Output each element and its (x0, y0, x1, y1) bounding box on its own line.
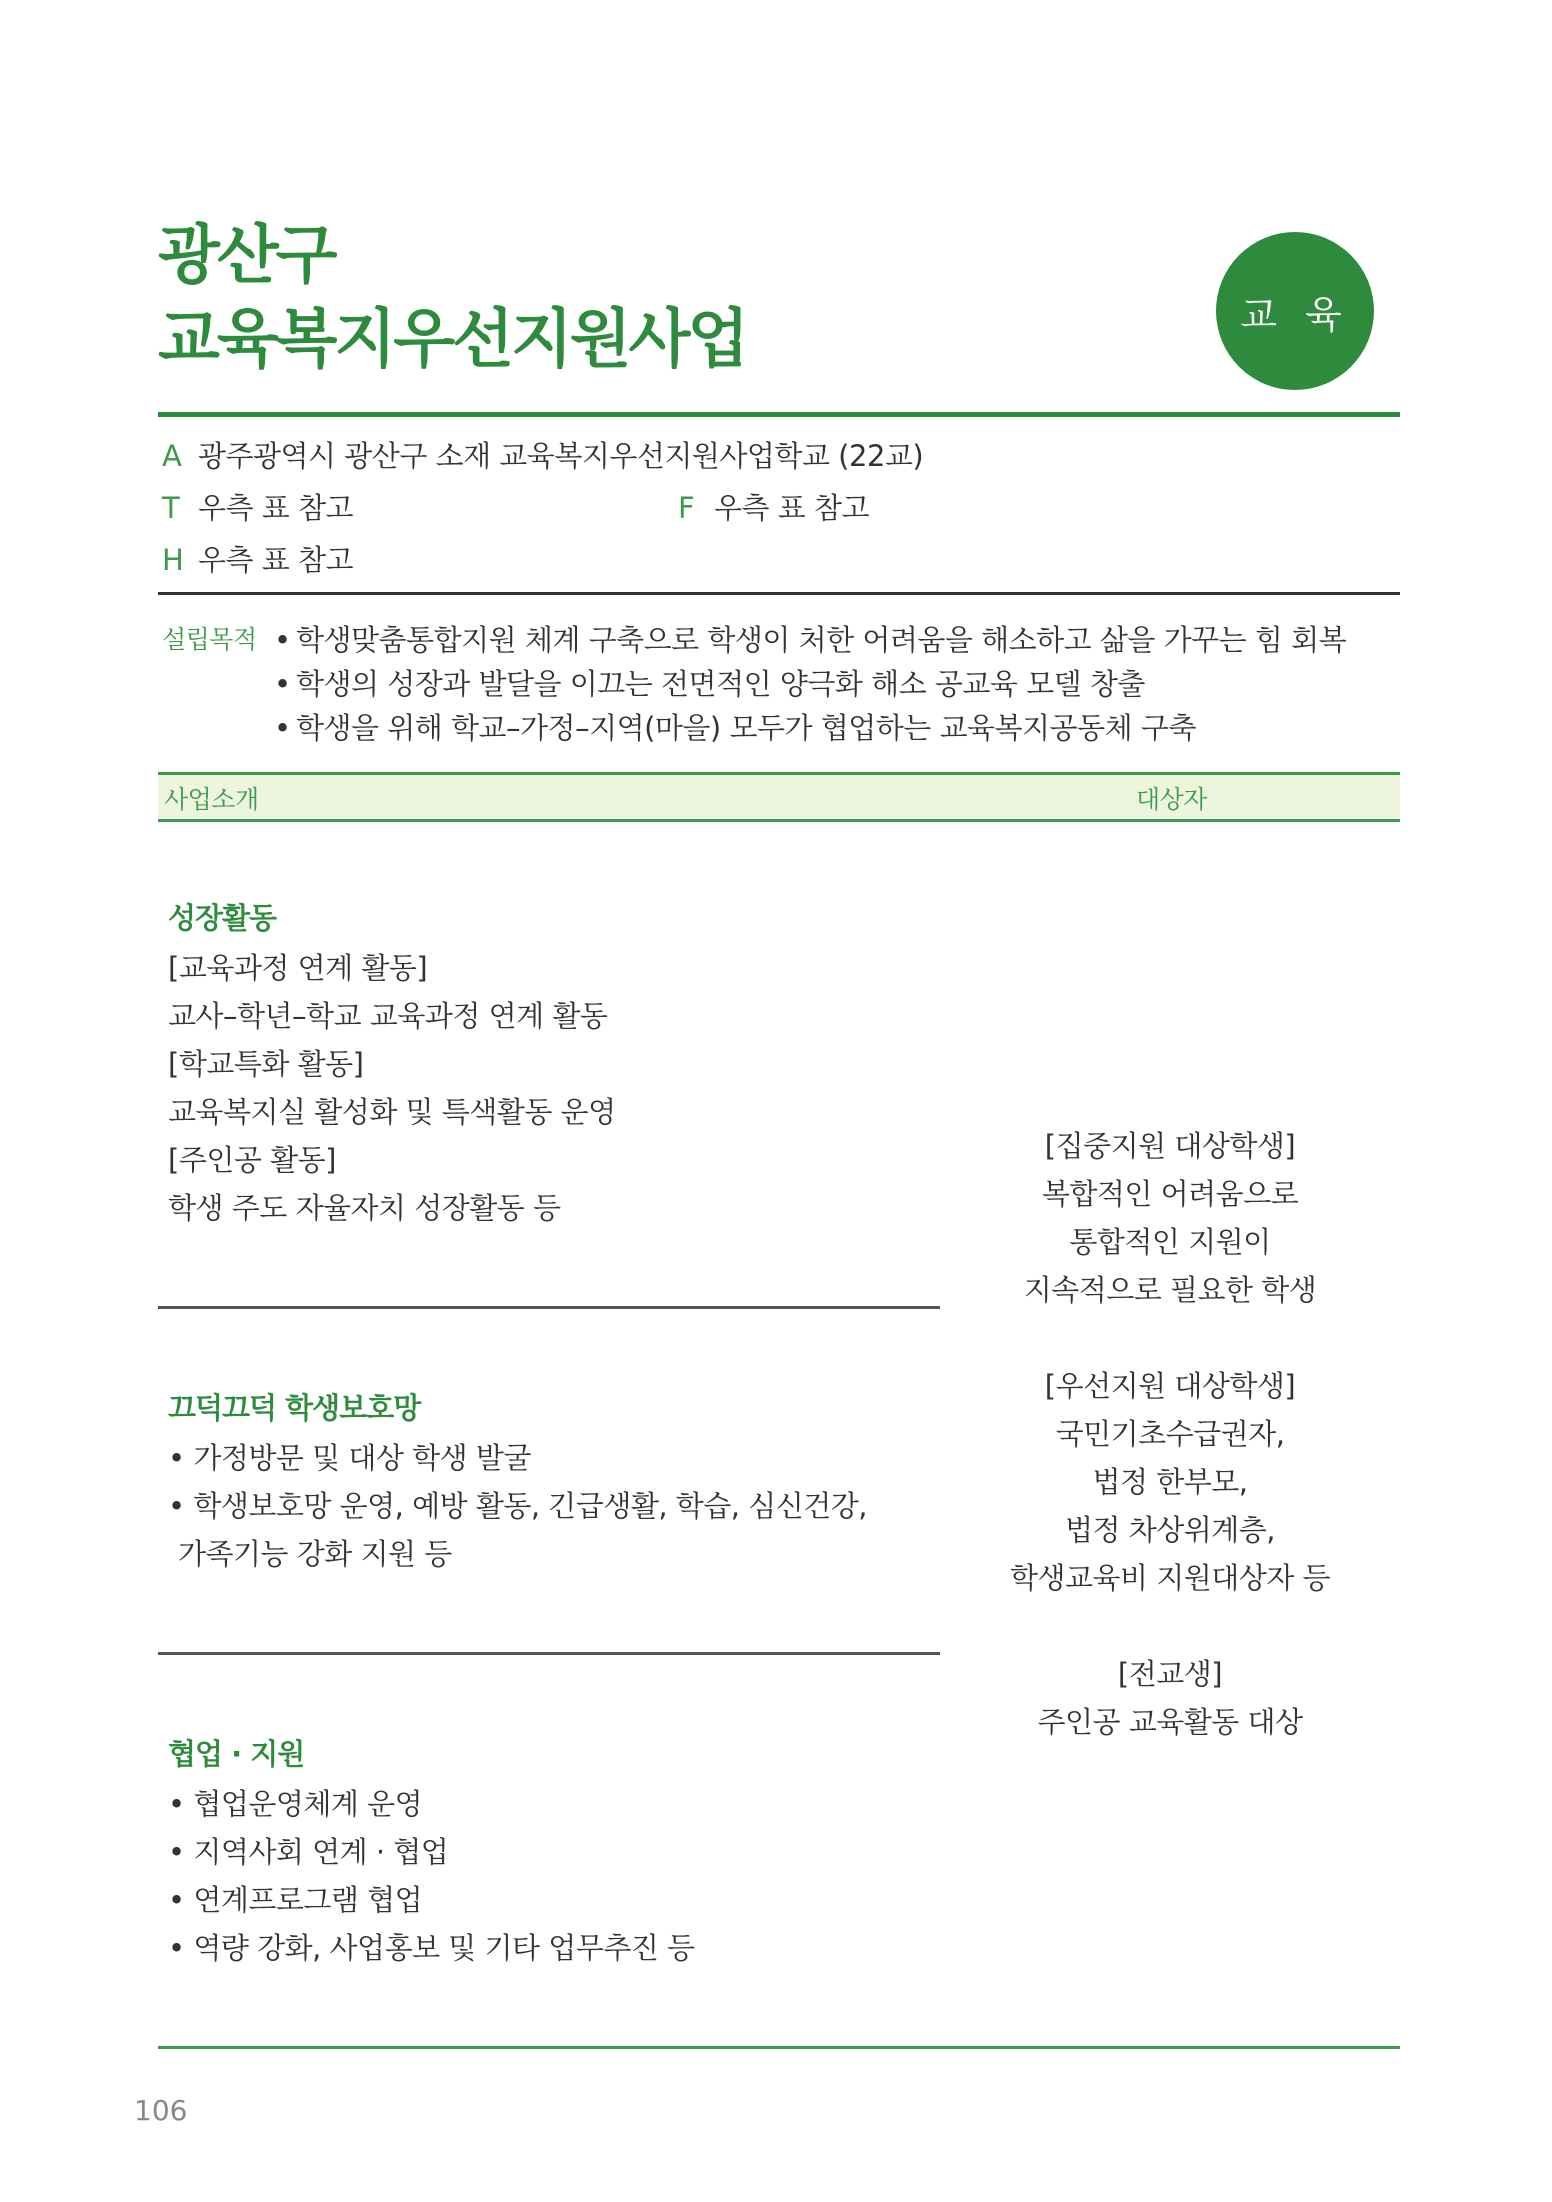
target-line: 법정 차상위계층, (1064, 1513, 1276, 1547)
section-divider (158, 1652, 940, 1655)
tel-value: 우측 표 참고 (198, 491, 354, 525)
section-title-cooperation: 협업 · 지원 (168, 1737, 305, 1771)
homepage-row (162, 538, 353, 579)
target-line: 주인공 교육활동 대상 (1037, 1705, 1303, 1739)
target-line: 지속적으로 필요한 학생 (1023, 1273, 1317, 1307)
section-line: 교사–학년–학교 교육과정 연계 활동 (168, 999, 608, 1033)
homepage-key: H (162, 543, 184, 577)
target-line: 통합적인 지원이 (1069, 1225, 1271, 1259)
title-rule (158, 412, 1400, 417)
bottom-rule (158, 2046, 1400, 2049)
section-line: • 연계프로그램 협업 (168, 1883, 423, 1917)
tel-row (162, 486, 353, 527)
section-line: 가족기능 강화 지원 등 (178, 1537, 452, 1571)
table-header-bar (158, 772, 1400, 822)
tel-key: T (162, 491, 180, 525)
page-number: 106 (134, 2094, 188, 2127)
target-line: [우선지원 대상학생] (1044, 1369, 1296, 1403)
address-key: A (162, 439, 182, 473)
target-line: [집중지원 대상학생] (1044, 1129, 1296, 1163)
address-value: 광주광역시 광산구 소재 교육복지우선지원사업학교 (22교) (198, 439, 924, 473)
target-line: 국민기초수급권자, (1055, 1417, 1285, 1451)
page-title-line2: 교육복지우선지원사업 (158, 303, 747, 377)
fax-value: 우측 표 참고 (714, 491, 870, 525)
section-title-growth: 성장활동 (168, 901, 277, 935)
fax-row (678, 486, 869, 527)
section-line: [주인공 활동] (168, 1143, 336, 1177)
homepage-value: 우측 표 참고 (198, 543, 354, 577)
section-line: [교육과정 연계 활동] (168, 951, 428, 985)
purpose-item: • 학생의 성장과 발달을 이끄는 전면적인 양극화 해소 공교육 모델 창출 (274, 667, 1145, 701)
address-row (162, 434, 923, 475)
section-title-safety-net: 끄덕끄덕 학생보호망 (168, 1391, 421, 1425)
section-divider (158, 1306, 940, 1309)
target-line: 법정 한부모, (1092, 1465, 1248, 1499)
section-line: • 역량 강화, 사업홍보 및 기타 업무추진 등 (168, 1931, 695, 1965)
purpose-item: • 학생을 위해 학교–가정–지역(마을) 모두가 협업하는 교육복지공동체 구축 (274, 711, 1196, 745)
section-line: • 협업운영체계 운영 (168, 1787, 423, 1821)
section-line: [학교특화 활동] (168, 1047, 364, 1081)
target-line: 복합적인 어려움으로 (1041, 1177, 1299, 1211)
section-line: 교육복지실 활성화 및 특색활동 운영 (168, 1095, 616, 1129)
category-badge: 교 육 (1216, 232, 1374, 390)
column-header-intro: 사업소개 (164, 785, 259, 814)
page-title-line1: 광산구 (158, 219, 335, 293)
target-line: [전교생] (1117, 1657, 1223, 1691)
fax-key: F (678, 491, 695, 525)
section-line: 학생 주도 자율자치 성장활동 등 (168, 1191, 561, 1225)
section-line: • 가정방문 및 대상 학생 발굴 (168, 1441, 531, 1475)
contact-rule (158, 592, 1400, 595)
section-line: • 학생보호망 운영, 예방 활동, 긴급생활, 학습, 심신건강, (168, 1489, 868, 1523)
purpose-label: 설립목적 (162, 625, 257, 654)
column-header-target: 대상자 (1136, 785, 1207, 814)
purpose-item: • 학생맞춤통합지원 체계 구축으로 학생이 처한 어려움을 해소하고 삶을 가꾸는 힘 회복 (274, 623, 1347, 657)
target-line: 학생교육비 지원대상자 등 (1009, 1561, 1331, 1595)
section-line: • 지역사회 연계 · 협업 (168, 1835, 449, 1869)
